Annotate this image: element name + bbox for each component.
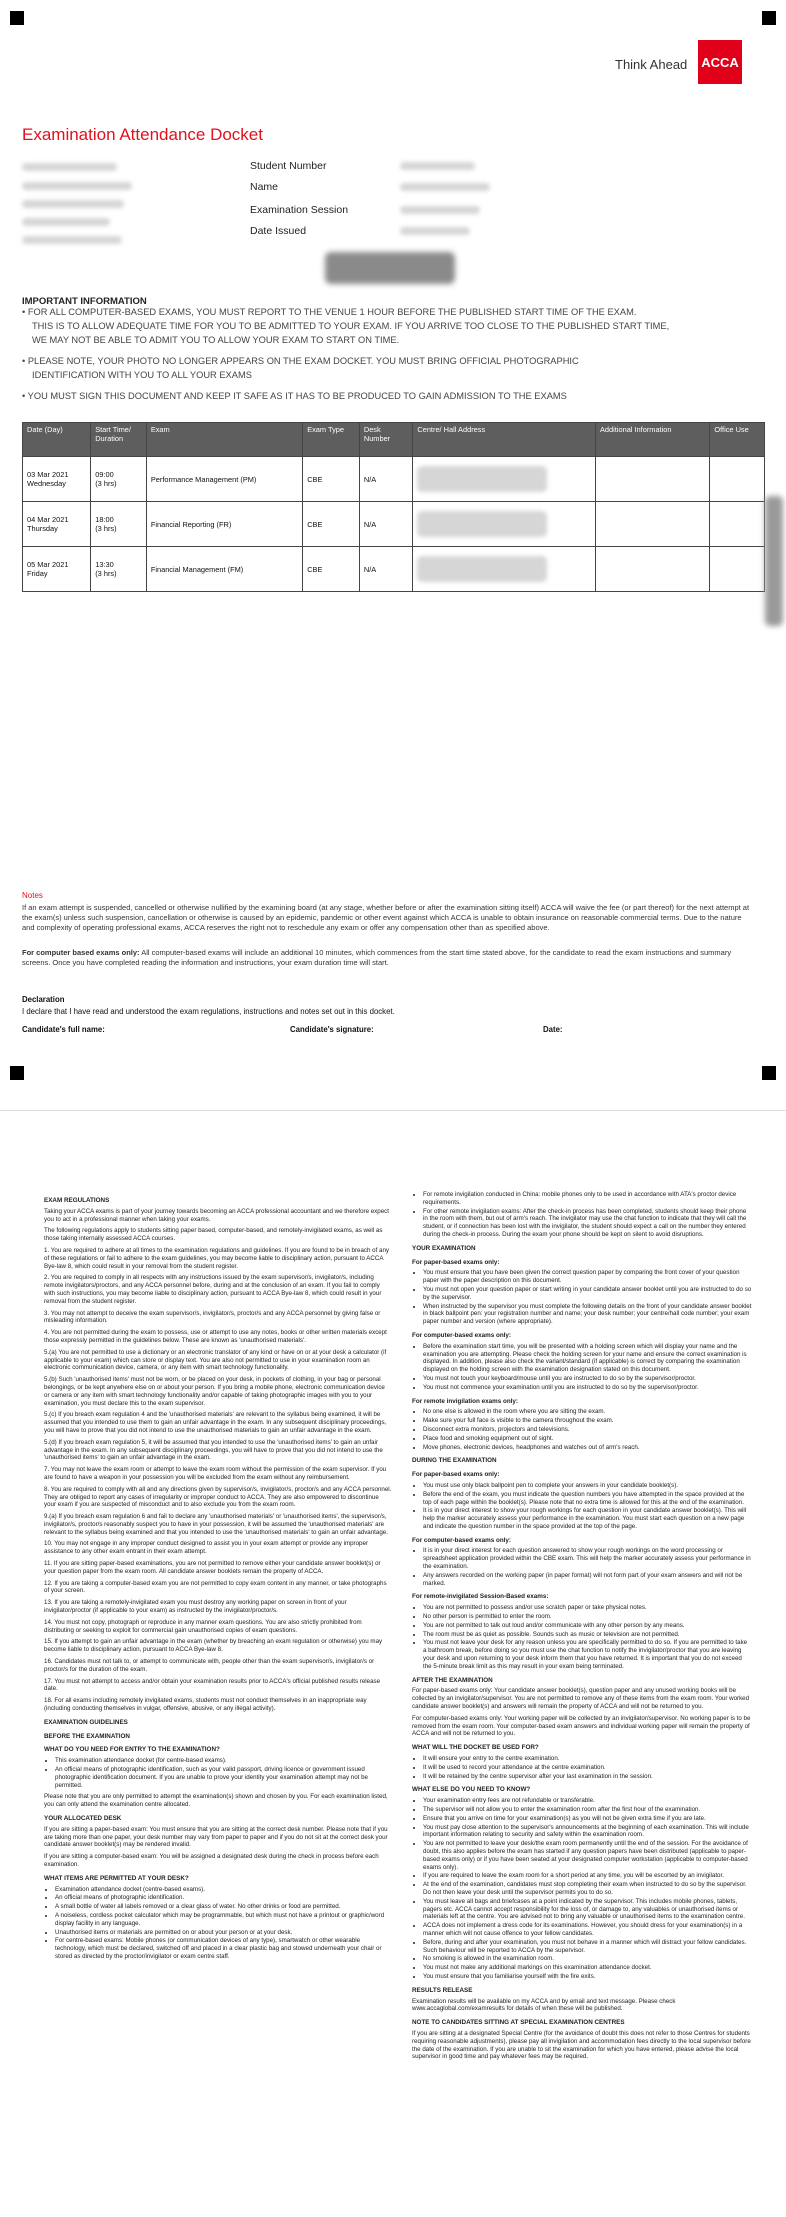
regulation-paragraph: 18. For all exams including remotely invigilated exams, students must not conduct themselves in an inappropriate way (including conducting themselves in vulgar, offensive, abusive, or any illegal activity).	[44, 1697, 367, 1713]
list-item: • For centre-based exams: Mobile phones (or communication devices of any type), smartwatch or other wearable technology, which must be declared, switched off and placed in a clear plastic bag and stowed underneath your chair or stored as directed by the proctor/invigilator or exam centre staff.	[55, 1937, 392, 1960]
header-desk-number: Desk Number	[359, 423, 413, 457]
cell-exam: Financial Reporting (FR)	[146, 502, 302, 547]
regulation-paragraph: 5.(d) If you breach exam regulation 5, it will be assumed that you intended to use the 'unauthorised items' to gain an unfair advantage in the exam. In any subsequent disciplinary proceedings, you will have to prove that you did not intend to use the 'unauthorised items' to gain an unfair advantage in the exam.	[44, 1438, 383, 1462]
cell-exam: Financial Management (FM)	[146, 547, 302, 592]
time-text: 13:30	[95, 560, 114, 569]
day-text: Thursday	[27, 524, 58, 533]
date-text: 03 Mar 2021	[27, 470, 69, 479]
list-item: • You must not touch your keyboard/mouse until you are instructed to do so by the supervisor/proctor.	[423, 1375, 752, 1383]
registration-mark	[762, 11, 776, 25]
regulations-title: EXAM REGULATIONS	[44, 1197, 110, 1204]
cell-exam: Performance Management (PM)	[146, 457, 302, 502]
list-item: • It will be used to record your attendance at the centre examination.	[423, 1764, 752, 1772]
regulation-paragraph: 12. If you are taking a computer-based exam you are not permitted to copy exam content in any manner, or take photographs of your screen.	[44, 1579, 387, 1595]
list-item: • The supervisor will not allow you to enter the examination room after the first hour of the examination.	[423, 1806, 752, 1814]
section-heading: AFTER THE EXAMINATION	[412, 1676, 493, 1684]
header-date: Date (Day)	[23, 423, 91, 457]
info-line: THIS IS TO ALLOW ADEQUATE TIME FOR YOU TO BE ADMITTED TO YOUR EXAM. IF YOU ARRIVE TOO CLOSE TO THE PUBLISHED START TIME,	[32, 321, 670, 331]
cell-date	[23, 457, 91, 502]
redacted-name-block	[22, 218, 110, 226]
list-item: • You must leave all bags and briefcases at a point indicated by the supervisor. This includes mobile phones, tablets, pagers etc. ACCA cannot accept responsibility for the loss of, or damage to, any valuables or unauthorised items or materials left at the centre. You are advised not to bring any valuable or unauthorised items to the examination centre.	[423, 1898, 752, 1921]
date-label: Date:	[543, 1025, 563, 1034]
header-centre: Centre/ Hall Address	[413, 423, 596, 457]
list-item: • When instructed by the supervisor you must complete the following details on the front of your candidate answer booklet in black ballpoint pen: your registration number and name; your desk number; your centre/hall code number; your exam paper number and version (where appropriate).	[423, 1303, 752, 1326]
cell-type: CBE	[303, 547, 360, 592]
list-item: • For remote invigilation conducted in China: mobile phones only to be used in accordance with ATA's proctor device requirements.	[423, 1191, 752, 1207]
regulation-paragraph: 8. You are required to comply with all and any directions given by supervisor/s, invigilator/s, proctor/s and any ACCA personnel. They are obliged to report any cases of irregularity or improper conduct to ACCA. They are also empowered to discontinue your exam if you are suspected of misconduct and to also exclude you from the exam room.	[44, 1485, 392, 1509]
regulation-paragraph: Please note that you are only permitted to attempt the examination(s) shown and chosen by you. For each examination listed, you can only attend the examination centre allocated.	[44, 1793, 388, 1809]
info-line: • FOR ALL COMPUTER-BASED EXAMS, YOU MUST REPORT TO THE VENUE 1 HOUR BEFORE THE PUBLISHED START TIME OF THE EXAM.	[22, 307, 637, 317]
date-text: 04 Mar 2021	[27, 515, 69, 524]
list-item: • Ensure that you arrive on time for your examination(s) as you will not be given extra time if you are late.	[423, 1815, 752, 1823]
date-text: 05 Mar 2021	[27, 560, 69, 569]
list-item: • It will be retained by the centre supervisor after your last examination in the session.	[423, 1773, 752, 1781]
cell-office	[710, 502, 765, 547]
section-heading: For paper-based exams only:	[412, 1471, 500, 1479]
list-item: • You must not open your question paper or start writing in your candidate answer booklet until you are instructed to do so by the supervisor.	[423, 1286, 752, 1302]
regulation-paragraph: 5.(c) If you breach exam regulation 4 and the 'unauthorised materials' are relevant to the syllabus being examined, it will be assumed that you intended to use them to gain an unfair advantage in the exam. In any subsequent disciplinary proceedings, you will have to prove that you did not intend to use the unauthorised materials to gain an unfair advantage in the exam.	[44, 1411, 387, 1434]
important-info	[22, 305, 727, 403]
regulation-paragraph: For computer-based exams only: Your working paper will be collected by an invigilator/supervisor. No working paper is to be removed from the exam room. Your computer-based exam answers and individual working paper will remain the property of ACCA and will not be returned to you.	[412, 1714, 751, 1738]
cell-time	[91, 457, 147, 502]
exam-schedule-table	[22, 422, 765, 592]
bullet-list	[412, 1408, 752, 1451]
section-heading: For paper-based exams only:	[412, 1258, 500, 1266]
list-item: • Before, during and after your examination, you must not behave in a manner which will distract your fellow candidates. Such behaviour will be reported to ACCA by the supervisor.	[423, 1939, 752, 1955]
section-heading: EXAMINATION GUIDELINES	[44, 1718, 128, 1726]
regulation-paragraph: 5.(a) You are not permitted to use a dictionary or an electronic translator of any kind or have on or at your desk a calculator (if applicable to your exam) which can store or display text. You are also not permitted to use in your examination room an electronic communication device, camera, or any item with smart technology functionality.	[44, 1348, 387, 1372]
regulation-paragraph: 13. If you are taking a remotely-invigilated exam you must destroy any working paper on screen in front of your invigilator/proctor (if applicable to your exam) as instructed by the invigilator/proctor/s.	[44, 1599, 347, 1615]
section-heading: BEFORE THE EXAMINATION	[44, 1732, 130, 1740]
info-line: WE MAY NOT BE ABLE TO ADMIT YOU TO ALLOW YOUR EXAM TO START ON TIME.	[32, 335, 400, 345]
regulation-paragraph: 11. If you are sitting paper-based examinations, you are not permitted to remove either your candidate answer booklet(s) or your question paper from the exam room. All candidate answer booklets remain the property of ACCA.	[44, 1560, 381, 1575]
registration-mark	[762, 1066, 776, 1080]
section-heading: WHAT DO YOU NEED FOR ENTRY TO THE EXAMINATION?	[44, 1746, 220, 1754]
regulation-paragraph: If you are sitting at a designated Special Centre (for the avoidance of doubt this does not refer to those Centres for students requiring reasonable adjustments), please pay all invigilation and accommodation fees directly to the local supervisor before the date of the examination. If you are unable to sit the examination for which you have entered, please advise the local supervisor in good time and pay whatever fees may be required.	[412, 2029, 751, 2061]
list-item: • A noiseless, cordless pocket calculator which may be programmable, but which must not have a printout or graphic/word display facility in any language.	[55, 1912, 392, 1928]
list-item: • You must ensure that you have been given the correct question paper by comparing the front cover of your question paper with the paper description on this document.	[423, 1269, 752, 1285]
regulation-paragraph: 14. You must not copy, photograph or reproduce in any manner exam questions. You are also strictly prohibited from distributing or seeking to exploit for commercial gain unauthorised copies of exam questions.	[44, 1618, 362, 1634]
list-item: • Unauthorised items or materials are permitted on or about your person or at your desk.	[55, 1929, 392, 1937]
cell-additional	[595, 457, 709, 502]
notes-title: Notes	[22, 891, 43, 900]
section-heading: WHAT ELSE DO YOU NEED TO KNOW?	[412, 1786, 531, 1794]
list-item: • At the end of the examination, candidates must stop completing their exam when instructed to do so by the supervisor. Do not then leave your desk until the supervisor permits you to do so.	[423, 1881, 752, 1897]
cell-time	[91, 502, 147, 547]
section-heading: WHAT ITEMS ARE PERMITTED AT YOUR DESK?	[44, 1874, 189, 1882]
bullet-list	[412, 1343, 752, 1392]
list-item: • Disconnect extra monitors, projectors and televisions.	[423, 1426, 752, 1434]
list-item: • For other remote invigilation exams: After the check-in process has been completed, students should keep their phone in the room with them, but out of arm's reach. The invigilator may use the chat function to indicate that they will call the student, or if connection has been lost with the invigilator, the student should expect a call on the number they entered during the check-in process. During the exam your phone should be kept on silent to avoid disruptions.	[423, 1208, 752, 1239]
list-item: • Place food and smoking equipment out of sight.	[423, 1435, 752, 1443]
list-item: • This examination attendance docket (for centre-based exams).	[55, 1757, 392, 1765]
redacted-barcode	[325, 252, 455, 284]
list-item: • ACCA does not implement a dress code for its examinations. However, you should dress for your examination(s) in a manner which will not cause offence to your fellow candidates.	[423, 1922, 752, 1938]
info-line: • YOU MUST SIGN THIS DOCUMENT AND KEEP IT SAFE AS IT HAS TO BE PRODUCED TO GAIN ADMISSION TO THE EXAMS	[22, 391, 567, 401]
cell-desk: N/A	[359, 457, 413, 502]
regulation-paragraph: 1. You are required to adhere at all times to the examination regulations and guidelines. If you are found to be in breach of any of these regulations or fail to adhere to the exam guidelines, you may become liable to disciplinary action, pursuant to ACCA Bye-law 8, which could result in your removal from the student register.	[44, 1246, 390, 1270]
regulation-paragraph: If you are sitting a computer-based exam: You will be assigned a designated desk during the check in process before each examination.	[44, 1853, 379, 1868]
redacted-field-value	[400, 206, 480, 214]
redacted-side-barcode	[765, 496, 783, 626]
day-text: Wednesday	[27, 479, 66, 488]
list-item: • Examination attendance docket (centre-based exams).	[55, 1886, 392, 1894]
logo-tagline: Think Ahead	[615, 57, 688, 72]
redacted-name-block	[22, 200, 124, 208]
list-item: • You are not permitted to talk out loud and/or communicate with any other person by any means.	[423, 1622, 752, 1630]
list-item: • An official means of photographic identification, such as your valid passport, driving licence or government issued photographic identification document. If you are unable to prove your identity your examination attempt may not be permitted.	[55, 1766, 392, 1789]
info-line: IDENTIFICATION WITH YOU TO ALL YOUR EXAMS	[32, 370, 252, 380]
list-item: • Make sure your full face is visible to the camera throughout the exam.	[423, 1417, 752, 1425]
regulation-paragraph: Taking your ACCA exams is part of your journey towards becoming an ACCA professional accountant and we therefore expect you to act in a professional manner when taking your exams.	[44, 1207, 389, 1223]
cell-time	[91, 547, 147, 592]
section-heading: WHAT WILL THE DOCKET BE USED FOR?	[412, 1744, 539, 1752]
list-item: • It will ensure your entry to the centre examination.	[423, 1755, 752, 1763]
section-heading: For computer-based exams only:	[412, 1331, 512, 1339]
duration-text: (3 hrs)	[95, 569, 117, 578]
regulations-left-column	[44, 1191, 392, 1965]
cbe-note	[22, 948, 752, 968]
bullet-list	[44, 1886, 392, 1961]
header-additional-info: Additional Information	[595, 423, 709, 457]
regulation-paragraph: If you are sitting a paper-based exam: You must ensure that you are sitting at the correct desk number. Please note that if you are taking more than one paper, your desk number may vary from paper to paper and if you do not sit at the correct desk your candidate answer booklet(s) may be rendered invalid.	[44, 1825, 388, 1849]
list-item: • It is in your direct interest to show your rough workings for each question in your candidate answer booklet(s). This will help the marker accurately assess your performance in the examination. You must start each question on a new page and indicate the question number in the space provided at the top of the page.	[423, 1507, 752, 1530]
duration-text: (3 hrs)	[95, 524, 117, 533]
table-header-row	[23, 423, 765, 457]
cell-office	[710, 457, 765, 502]
redacted-name-block	[22, 163, 117, 171]
section-heading: YOUR EXAMINATION	[412, 1244, 476, 1252]
section-heading: RESULTS RELEASE	[412, 1986, 473, 1994]
list-item: • A small bottle of water all labels removed or a clear glass of water. No other drinks or food are permitted.	[55, 1903, 392, 1911]
bullet-list	[412, 1269, 752, 1326]
list-item: • You must use only black ballpoint pen to complete your answers in your candidate booklet(s).	[423, 1482, 752, 1490]
cell-type: CBE	[303, 457, 360, 502]
cell-additional	[595, 547, 709, 592]
redacted-field-value	[400, 162, 475, 170]
signature-label: Candidate's signature:	[290, 1025, 374, 1034]
regulation-paragraph: 17. You must not attempt to access and/or obtain your examination results prior to ACCA's official published results release date.	[44, 1677, 381, 1693]
registration-mark	[10, 11, 24, 25]
list-item: • Your examination entry fees are not refundable or transferable.	[423, 1797, 752, 1805]
table-row	[23, 502, 765, 547]
list-item: • You must not leave your desk for any reason unless you are specifically permitted to do so. If you are permitted to take a bathroom break, before doing so you must use the chat function to notify the invigilator/proctor that you are leaving your desk and upon returning to your desk inform them that you have returned. It is important that you do not exceed the 5-minute break limit as this may result in your exam being terminated.	[423, 1639, 752, 1670]
declaration-title: Declaration	[22, 995, 65, 1004]
redacted-field-value	[400, 183, 490, 191]
date-issued-label: Date Issued	[250, 225, 307, 237]
redacted-name-block	[22, 236, 122, 244]
regulation-paragraph: 5.(b) Such 'unauthorised items' must not be worn, or be placed on your desk, in pockets of clothing, in your bag or personal belongings, or be kept anywhere else on or about your person. If you bring a mobile phone, electronic communication device or camera or any item with smart technology functionality and/or capable of taking photographic images with you to your examination, you must declare this to the exam supervisor.	[44, 1376, 385, 1407]
section-heading: For remote-invigilated Session-Based exams:	[412, 1593, 549, 1601]
regulation-paragraph: 9.(a) If you breach exam regulation 6 and fail to declare any 'unauthorised materials' or 'unauthorised items', the supervisor/s, invigilator/s, proctor/s reasonably suspect you to have in your possession, it will be assumed the 'unauthorised materials' are relevant to the syllabus being examined and that you intended to use the 'unauthorised materials' to gain an unfair advantage.	[44, 1513, 388, 1536]
cell-date	[23, 547, 91, 592]
acca-logo: ACCA	[698, 40, 742, 84]
list-item: • You must not commence your examination until you are instructed to do so by the supervisor/proctor.	[423, 1384, 752, 1392]
list-item: • It is in your direct interest for each question answered to show your rough workings on the word processing or spreadsheet application provided within the CBE exam. This will help the marker accurately assess your performance in the examination.	[423, 1547, 752, 1570]
section-heading: For remote invigilation exams only:	[412, 1397, 519, 1405]
redacted-address	[417, 556, 547, 582]
name-label: Name	[250, 181, 279, 193]
redacted-name-block	[22, 182, 132, 190]
cell-additional	[595, 502, 709, 547]
list-item: • Move phones, electronic devices, headphones and watches out of arm's reach.	[423, 1444, 752, 1452]
regulation-paragraph: 4. You are not permitted during the exam to possess, use or attempt to use any notes, books or other written materials except those expressly permitted in the guidelines below. These are known as 'unauthorised materials'.	[44, 1329, 387, 1344]
declaration-text: I declare that I have read and understood the exam regulations, instructions and notes set out in this docket.	[22, 1007, 395, 1016]
time-text: 09:00	[95, 470, 114, 479]
regulation-paragraph: 15. If you attempt to gain an unfair advantage in the exam (whether by breaching an exam regulation or otherwise) you may become liable to disciplinary action, pursuant to ACCA Bye-law 8.	[44, 1638, 383, 1654]
list-item: • You must ensure that you familiarise yourself with the fire exits.	[423, 1973, 752, 1981]
cbe-note-lead: For computer based exams only:	[22, 948, 140, 957]
list-item: • The room must be as quiet as possible. Sounds such as music or television are not permitted.	[423, 1631, 752, 1639]
list-item: • Before the end of the exam, you must indicate the question numbers you have attempted in the space provided at the top of each page within the booklet(s). Please note that no extra time is allowed for this at the end of the examination.	[423, 1491, 752, 1507]
full-name-label: Candidate's full name:	[22, 1025, 105, 1034]
cell-desk: N/A	[359, 547, 413, 592]
section-heading: NOTE TO CANDIDATES SITTING AT SPECIAL EXAMINATION CENTRES	[412, 2019, 625, 2027]
header-exam: Exam	[146, 423, 302, 457]
notes-body: If an exam attempt is suspended, cancelled or otherwise nullified by the examining board (at any stage, whether before or after the examination sitting itself) ACCA will waive the fee (or part thereof) for the next attempt at the exam(s) unless such suspension, cancellation or otherwise is caused by an epidemic, pandemic or other event against which ACCA is unable to obtain insurance on reasonable commercial terms. Due to the nature and complexity of operating professional exams, ACCA reserves the right not to reschedule any exam or offer any compensation other than as specified above.	[22, 903, 750, 932]
regulations-right-column	[412, 1191, 752, 2065]
important-info-title: IMPORTANT INFORMATION	[22, 296, 147, 307]
bullet-list	[412, 1482, 752, 1531]
list-item: • Any answers recorded on the working paper (in paper format) will not form part of your exam answers and will not be marked.	[423, 1572, 752, 1588]
header-office-use: Office Use	[710, 423, 765, 457]
section-heading: YOUR ALLOCATED DESK	[44, 1815, 122, 1822]
list-item: • You must not make any additional markings on this examination attendance docket.	[423, 1964, 752, 1972]
info-line: • PLEASE NOTE, YOUR PHOTO NO LONGER APPEARS ON THE EXAM DOCKET. YOU MUST BRING OFFICIAL PHOTOGRAPHIC	[22, 356, 579, 366]
regulation-paragraph: 16. Candidates must not talk to, or attempt to communicate with, people other than the exam supervisor/s, invigilator/s or proctor/s for the duration of the exam.	[44, 1658, 375, 1673]
cell-centre	[413, 457, 596, 502]
header-exam-type: Exam Type	[303, 423, 360, 457]
student-number-label: Student Number	[250, 160, 327, 172]
regulation-paragraph: For paper-based exams only: Your candidate answer booklet(s), question paper and any unused working books will be collected by an invigilator/supervisor. You are not permitted to remove any of these items from the exam room. Your worked candidate answer booklet(s) and answers will remain the property of ACCA and will not be returned to you.	[412, 1687, 750, 1711]
page-title: Examination Attendance Docket	[22, 125, 263, 144]
list-item: • If you are required to leave the exam room for a short period at any time, you will be escorted by an invigilator.	[423, 1872, 752, 1880]
list-item: • You are not permitted to possess and/or use scratch paper or take physical notes.	[423, 1604, 752, 1612]
list-item: • Before the examination start time, you will be presented with a holding screen which will display your name and the examination you are attempting. Please check the holding screen for your name and ensure the correct examination is displayed. In addition, please also check the variant/standard (if applicable) is correct by comparing the examination displayed on the holding screen with the examination designation stated on this document.	[423, 1343, 752, 1374]
bullet-list	[412, 1547, 752, 1587]
cell-date	[23, 502, 91, 547]
list-item: • No other person is permitted to enter the room.	[423, 1613, 752, 1621]
cell-office	[710, 547, 765, 592]
table-row	[23, 457, 765, 502]
day-text: Friday	[27, 569, 48, 578]
list-item: • You must pay close attention to the supervisor's announcements at the beginning of each examination. This will include important information relating to security and safety within the examination room.	[423, 1824, 752, 1840]
regulation-paragraph: 7. You may not leave the exam room or attempt to leave the exam room without the permission of the exam supervisor. If you are found to have a weapon in your possession you will be excluded from the exam without any reimbursement.	[44, 1466, 387, 1481]
time-text: 18:00	[95, 515, 114, 524]
cell-centre	[413, 547, 596, 592]
regulation-paragraph: Examination results will be available on my ACCA and by email and text message. Please check www.accaglobal.com/examresults for details of when these will be published.	[412, 1997, 676, 2013]
cbe-note-body: All computer-based exams will include an additional 10 minutes, which commences from the start time stated above, for the candidate to read the exam instructions and summary screens. Once you have completed reading the information and instructions, your exam duration time will start.	[22, 948, 732, 967]
regulation-paragraph: 2. You are required to comply in all respects with any instructions issued by the exam supervisor/s, invigilator/s, including remote invigilators/proctors, and any ACCA personnel before, during and at the conclusion of an exam. If you fail to comply with such instructions, you may become liable to disciplinary action, pursuant to ACCA Bye-law 8, which could result in your removal from the student register.	[44, 1274, 382, 1305]
bullet-list	[412, 1755, 752, 1780]
duration-text: (3 hrs)	[95, 479, 117, 488]
cell-centre	[413, 502, 596, 547]
regulation-paragraph: 10. You may not engage in any improper conduct designed to assist you in your exam attempt or provide any improper assistance to any other exam entrant in their exam attempt.	[44, 1540, 368, 1556]
section-heading: DURING THE EXAMINATION	[412, 1457, 497, 1465]
regulation-paragraph: The following regulations apply to students sitting paper based, computer-based, and remotely-invigilated exams, as well as those taking internally assessed ACCA courses.	[44, 1227, 383, 1243]
list-item: • No one else is allowed in the room where you are sitting the exam.	[423, 1408, 752, 1416]
bullet-list	[412, 1191, 752, 1239]
registration-mark	[10, 1066, 24, 1080]
bullet-list	[412, 1604, 752, 1670]
list-item: • No smoking is allowed in the examination room.	[423, 1955, 752, 1963]
table-row	[23, 547, 765, 592]
header-start-time: Start Time/ Duration	[91, 423, 147, 457]
section-heading: For computer-based exams only:	[412, 1536, 512, 1544]
list-item: • You are not permitted to leave your desk/the exam room permanently until the end of the session. For the avoidance of doubt, this also applies before the exam has started if any question papers have been distributed (applicable to paper-based exams only) or if you have been seated at your designated computer workstation (applicable to computer-based exams only).	[423, 1840, 752, 1871]
redacted-address	[417, 466, 547, 492]
cell-type: CBE	[303, 502, 360, 547]
exam-session-label: Examination Session	[250, 204, 349, 216]
regulation-paragraph: 3. You may not attempt to deceive the exam supervisor/s, invigilator/s, proctor/s and any ACCA personnel by giving false or misleading information.	[44, 1309, 381, 1325]
bullet-list	[412, 1797, 752, 1981]
bullet-list	[44, 1757, 392, 1789]
regulations-page	[0, 1110, 786, 2217]
redacted-field-value	[400, 227, 470, 235]
list-item: • An official means of photographic identification.	[55, 1894, 392, 1902]
redacted-address	[417, 511, 547, 537]
cell-desk: N/A	[359, 502, 413, 547]
